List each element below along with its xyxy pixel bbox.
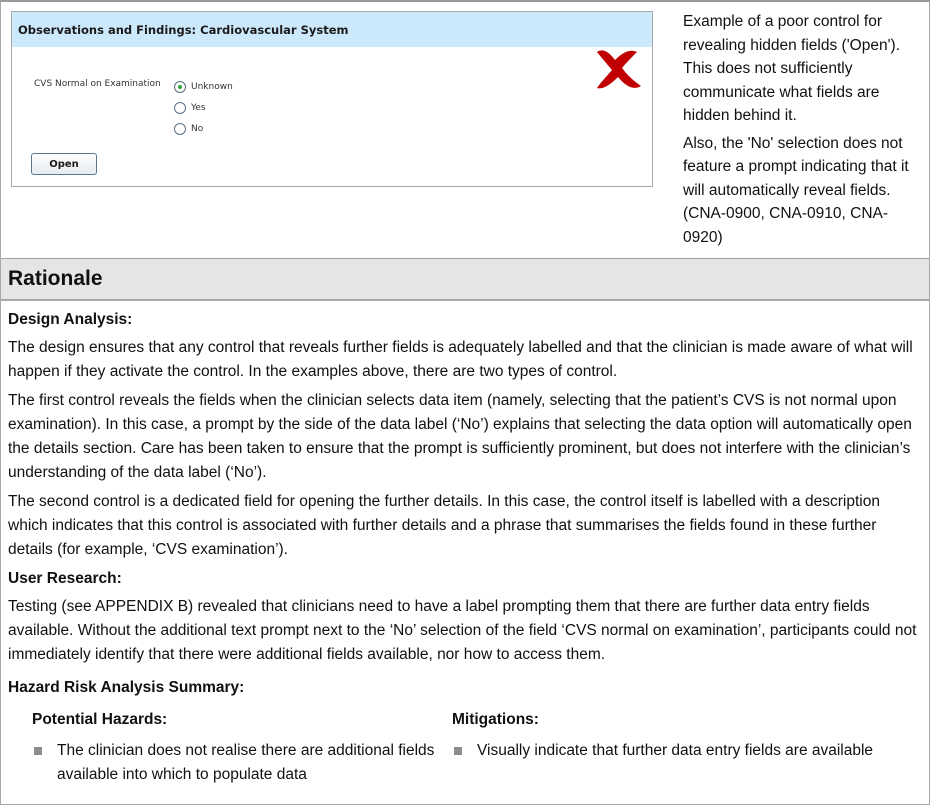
square-bullet-icon [454,747,462,755]
radio-option-no[interactable] [174,118,233,139]
design-analysis-heading: Design Analysis: [8,311,133,328]
rationale-header [1,259,929,301]
note-paragraph: Also, the 'No' selection does not feature a prompt indicating that it will automatically reveal fields. (CNA-0900, CNA-0910, CNA-0920) [683,134,909,246]
design-paragraph: The first control reveals the fields when the clinician selects data item (namely, selecting that the patient’s CVS is not normal upon examination). In this case, a prompt by the side of the data label (‘No’) explains that selecting the data option will automatically open the details section. Care has been taken to ensure that the prompt is sufficiently prominent, but does not interfere with the clinician’s understanding of the data label (‘No’). [8,392,912,481]
mitigations-column [452,708,902,787]
radio-label: Yes [191,102,206,113]
user-research-heading: User Research: [8,570,122,587]
rationale-title: Rationale [8,267,103,290]
example-screenshot [11,11,653,187]
mitigation-item [452,739,902,763]
example-header-title: Observations and Findings: Cardiovascular System [18,22,349,37]
mitigations-heading: Mitigations: [452,711,539,728]
potential-hazards-column [8,708,452,787]
radio-unselected-icon[interactable] [174,102,186,114]
radio-selected-icon[interactable] [174,81,186,93]
note-paragraph: Example of a poor control for revealing hidden fields ('Open'). This does not sufficiently communicate what fields are hidden behind it. [683,13,901,124]
design-paragraph: The second control is a dedicated field for opening the further details. In this case, the control itself is labelled with a description which indicates that this control is associated with further details and a phrase that summarises the fields found in these further details (for example, ‘CVS examination’). [8,493,880,558]
example-header [12,12,652,47]
mitigation-text: Visually indicate that further data entry fields are available [477,742,874,759]
open-button[interactable]: Open [31,153,97,175]
hazard-text: The clinician does not realise there are additional fields available into which to populate data [57,742,435,783]
red-cross-icon [593,46,643,92]
hazard-item [32,739,452,787]
cvs-radio-group [174,76,233,139]
hazard-table [8,708,922,787]
user-research-text: Testing (see APPENDIX B) revealed that clinicians need to have a label prompting them that there are further data entry fields available. Without the additional text prompt next to the ‘No’ selection of the field ‘CVS normal on examination’, participants could not immediately identify that there were additional fields available, nor how to access them. [8,598,917,663]
design-paragraph: The design ensures that any control that reveals further fields is adequately labelled and that the clinician is made aware of what will happen if they activate the control. In the examples above, there are two types of control. [8,339,913,380]
radio-label: No [191,123,204,134]
cvs-field-label: CVS Normal on Examination [34,79,161,89]
radio-option-yes[interactable] [174,97,233,118]
example-row [1,2,929,260]
radio-unselected-icon[interactable] [174,123,186,135]
radio-label: Unknown [191,81,233,92]
hazard-summary-heading: Hazard Risk Analysis Summary: [8,679,245,696]
potential-hazards-heading: Potential Hazards: [32,711,168,728]
square-bullet-icon [34,747,42,755]
radio-option-unknown[interactable] [174,76,233,97]
rationale-content [8,308,922,787]
example-note [683,10,923,253]
